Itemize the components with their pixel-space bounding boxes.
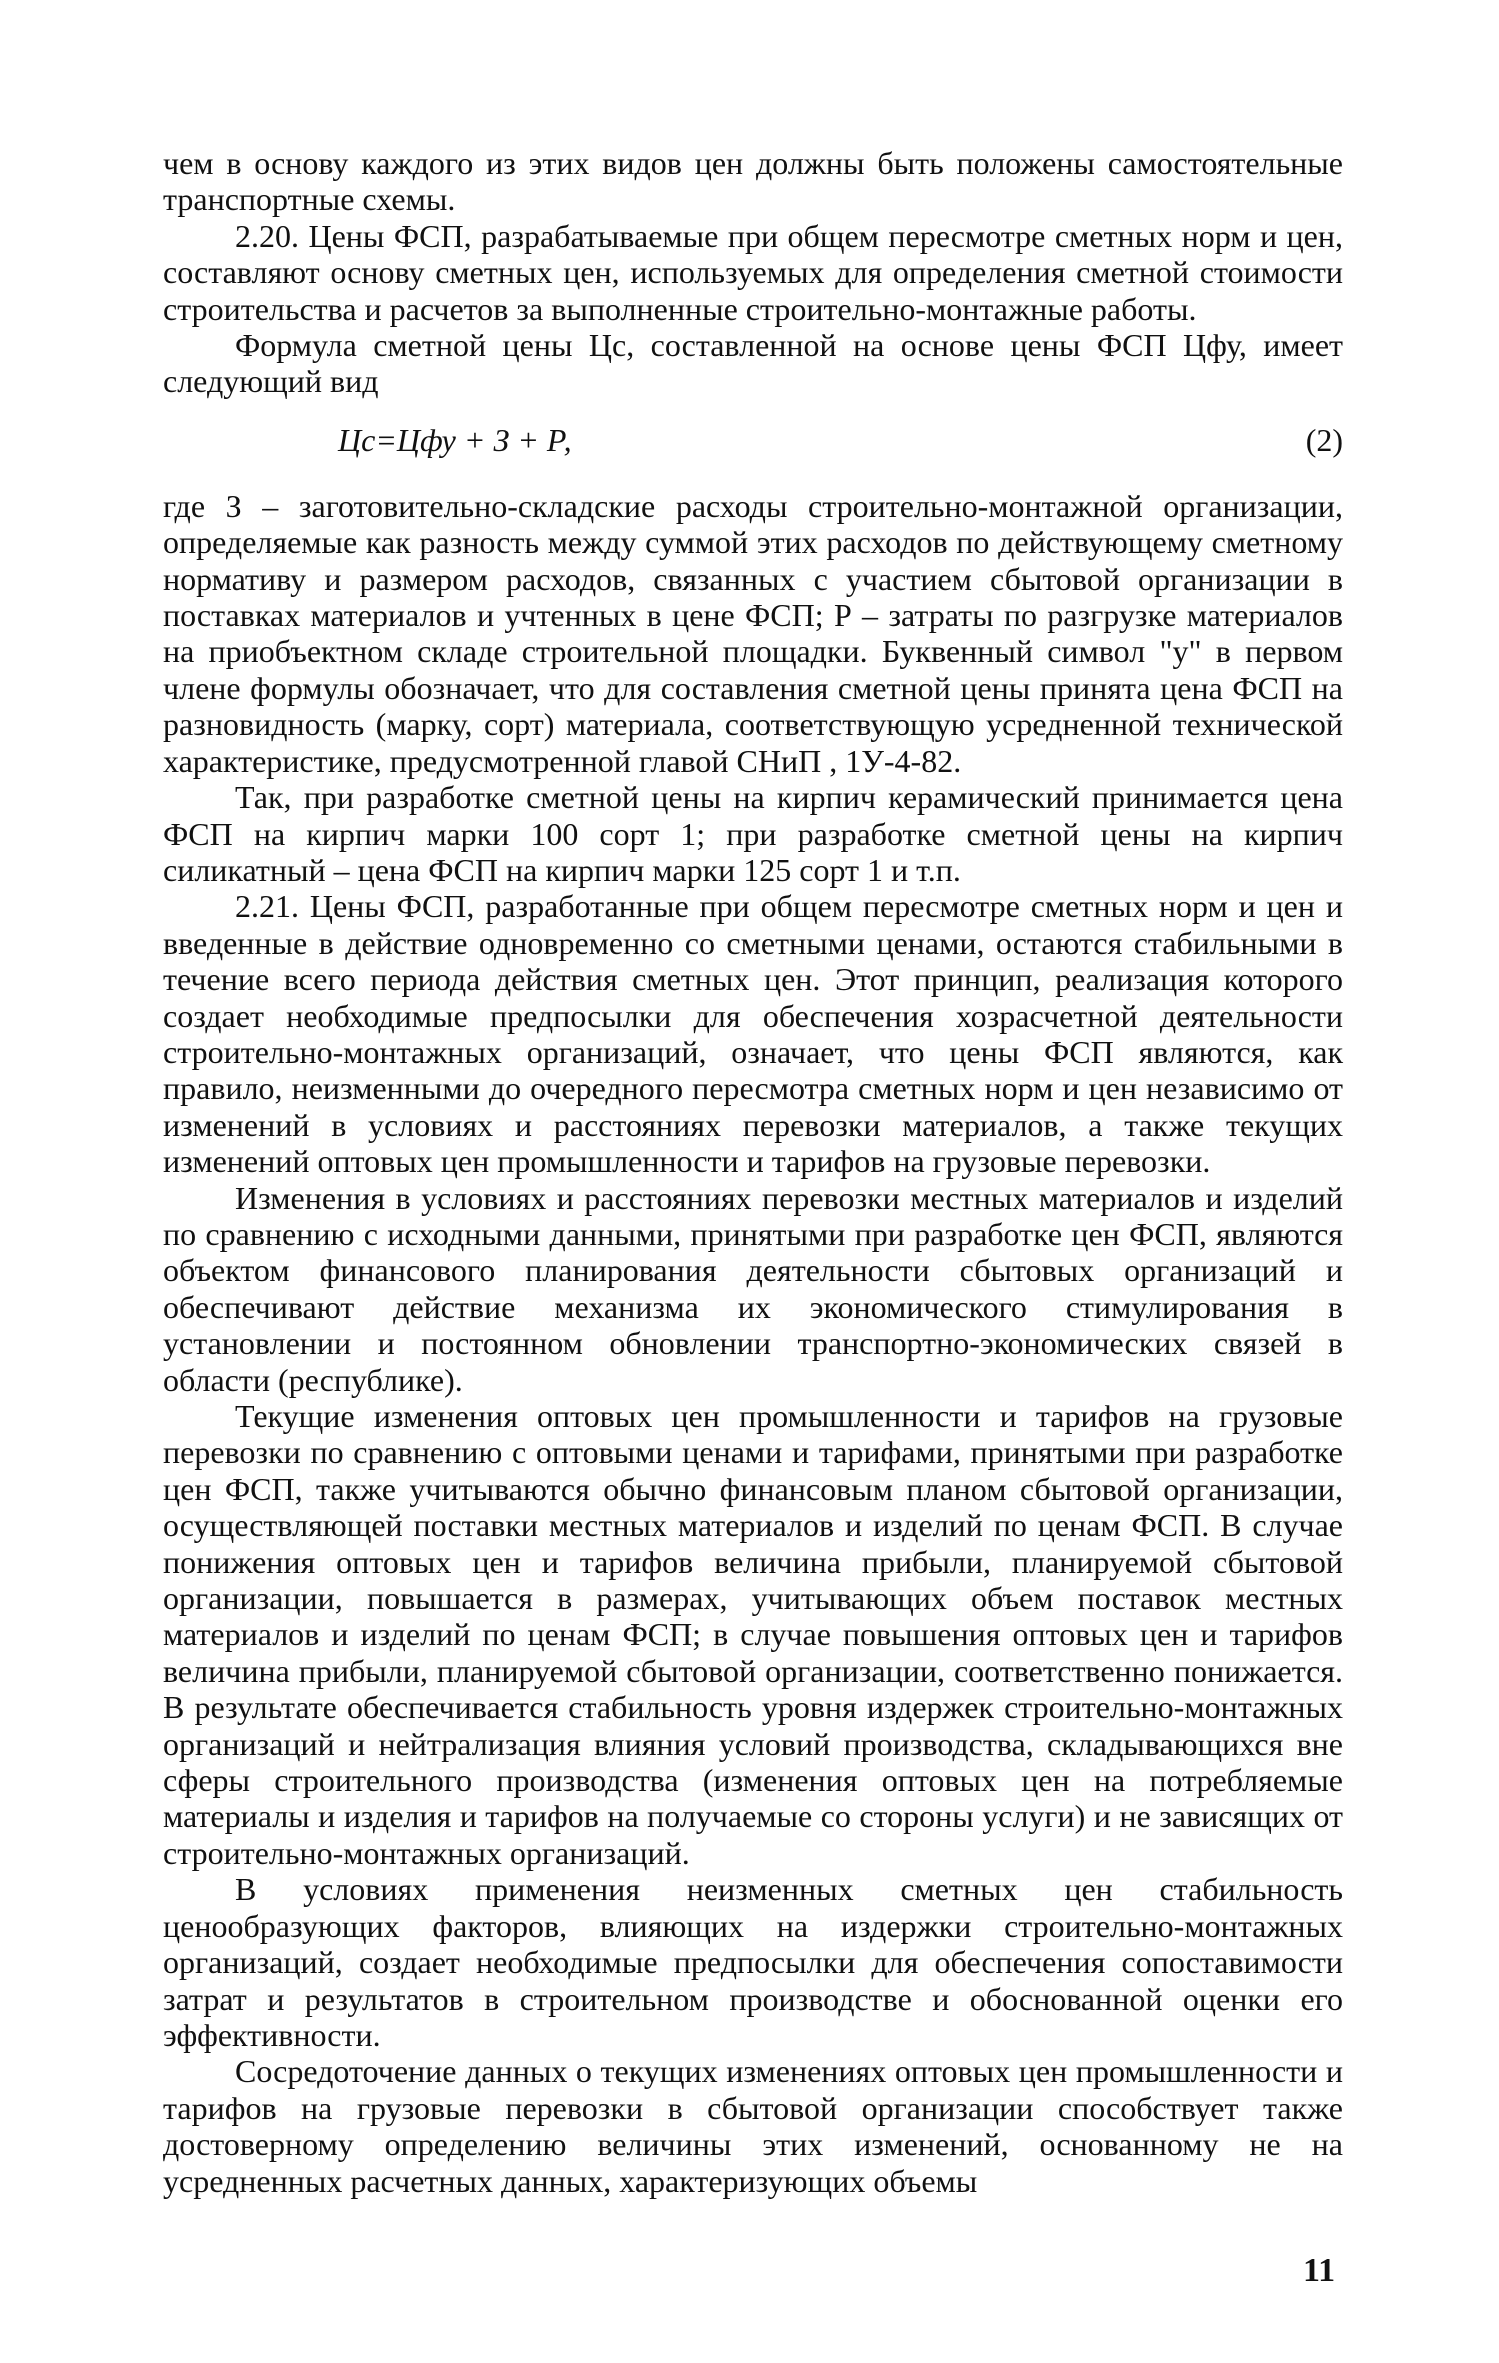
paragraph-continuation: чем в основу каждого из этих видов цен должны быть положены самостоятельные транспортные схемы.: [163, 145, 1343, 218]
formula-row: [163, 400, 1343, 488]
paragraph-2-21: 2.21. Цены ФСП, разработанные при общем пересмотре сметных норм и цен и введенные в действие одновременно со сметными ценами, остаются стабильными в течение всего периода действия сметных цен. Этот принцип, реализация которого создает необходимые предпосылки для обеспечения хозрасчетной деятельности строительно-монтажных организаций, означает, что цены ФСП являются, как правило, неизменными до очередного пересмотра сметных норм и цен независимо от изменений в условиях и расстояниях перевозки материалов, а также текущих изменений оптовых цен промышленности и тарифов на грузовые перевозки.: [163, 888, 1343, 1180]
formula: Цс=Цфу + З + Р,: [338, 421, 572, 458]
formula-number: (2): [1305, 421, 1343, 458]
paragraph-formula-legend: где З – заготовительно-складские расходы строительно-монтажной организации, определяемые как разность между суммой этих расходов по действующему сметному нормативу и размером расходов, связанных с участием сбытовой организации в поставках материалов и учтенных в цене ФСП; Р – затраты по разгрузке материалов на приобъектном складе строительной площадки. Буквенный символ "у" в первом члене формулы обозначает, что для составления сметной цены принята цена ФСП на разновидность (марку, сорт) материала, соответствующую усредненной технической характеристике, предусмотренной главой СНиП , 1У-4-82.: [163, 487, 1343, 779]
paragraph-transport-changes: Изменения в условиях и расстояниях перевозки местных материалов и изделий по сравнению с исходными данными, принятыми при разработке цен ФСП, являются объектом финансового планирования деятельности сбытовых организаций и обеспечивают действие механизма их экономического стимулирования в установлении и постоянном обновлении транспортно-экономических связей в области (республике).: [163, 1179, 1343, 1398]
paragraph-brick-example: Так, при разработке сметной цены на кирпич керамический принимается цена ФСП на кирпич марки 100 сорт 1; при разработке сметной цены на кирпич силикатный – цена ФСП на кирпич марки 125 сорт 1 и т.п.: [163, 779, 1343, 888]
paragraph-stable-prices: В условиях применения неизменных сметных цен стабильность ценообразующих факторов, влияющих на издержки строительно-монтажных организаций, создает необходимые предпосылки для обеспечения сопоставимости затрат и результатов в строительном производстве и обоснованной оценки его эффективности.: [163, 1871, 1343, 2053]
page-number: 11: [1303, 2252, 1336, 2289]
paragraph-formula-intro: Формула сметной цены Цс, составленной на основе цены ФСП Цфу, имеет следующий вид: [163, 327, 1343, 400]
paragraph-data-concentration: Сосредоточение данных о текущих изменениях оптовых цен промышленности и тарифов на грузовые перевозки в сбытовой организации способствует также достоверному определению величины этих изменений, основанному не на усредненных расчетных данных, характеризующих объемы: [163, 2053, 1343, 2199]
paragraph-2-20: 2.20. Цены ФСП, разрабатываемые при общем пересмотре сметных норм и цен, составляют основу сметных цен, используемых для определения сметной стоимости строительства и расчетов за выполненные строительно-монтажные работы.: [163, 217, 1343, 327]
paragraph-current-price-changes: Текущие изменения оптовых цен промышленности и тарифов на грузовые перевозки по сравнению с оптовыми ценами и тарифами, принятыми при разработке цен ФСП, также учитываются обычно финансовым планом сбытовой организации, осуществляющей поставки местных материалов и изделий по ценам ФСП. В случае понижения оптовых цен и тарифов величина прибыли, планируемой сбытовой организации, повышается в размерах, учитывающих объем поставок местных материалов и изделий по ценам ФСП; в случае повышения оптовых цен и тарифов величина прибыли, планируемой сбытовой организации, соответственно понижается. В результате обеспечивается стабильность уровня издержек строительно-монтажных организаций и нейтрализация влияния условий производства, складывающихся вне сферы строительного производства (изменения оптовых цен на потребляемые материалы и изделия и тарифов на получаемые со стороны услуги) и не зависящих от строительно-монтажных организаций.: [163, 1398, 1343, 1871]
page-body: [163, 145, 1343, 2199]
